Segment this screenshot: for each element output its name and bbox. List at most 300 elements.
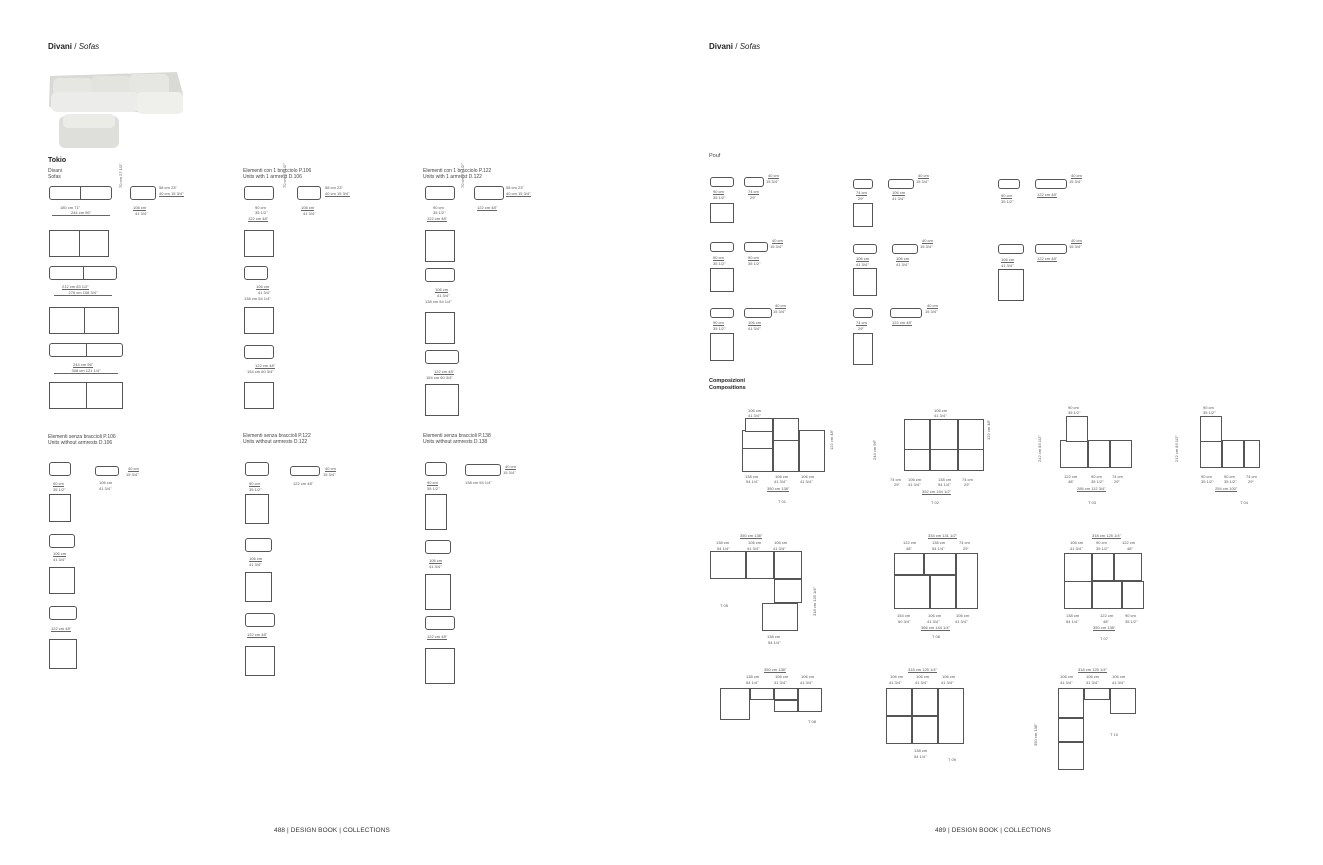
composition-code: T 06: [932, 634, 940, 639]
dim-label: 60 3/4": [898, 619, 911, 624]
dim-label: 212 cm 83 1/2": [62, 284, 89, 289]
dim-label: 15 3/4": [916, 179, 929, 184]
dim-label: 41 3/4": [941, 680, 954, 685]
dim-label: 106 cm: [956, 613, 970, 618]
dim-label: 29": [1114, 479, 1120, 484]
dim-label: 70 cm 27 1/2": [118, 163, 123, 188]
dim-label: 54 1/4": [768, 640, 781, 645]
composition-code: T 08: [808, 719, 816, 724]
dim-label: 40 cm: [922, 238, 933, 243]
unit-plan: [245, 572, 272, 602]
unit-front: [244, 186, 274, 200]
dim-label: 106 cm: [942, 674, 956, 679]
dim-label: 106 cm: [435, 287, 449, 292]
composition-t06: [894, 553, 978, 609]
dim-label: 41 3/4": [748, 413, 761, 418]
unit-front: [244, 266, 268, 280]
dim-label: 90 cm: [748, 255, 759, 260]
unit-front: [425, 540, 451, 554]
dim-label: 154 cm 60 3/4": [426, 375, 453, 380]
dim-label: 41 3/4": [800, 680, 813, 685]
dim-label: 122 cm 48": [247, 632, 268, 637]
dim-label: 122 cm 48": [829, 429, 834, 450]
unit-front: [49, 462, 71, 476]
dim-label: 106 cm: [1070, 540, 1084, 545]
dim-label: 106 cm: [896, 256, 910, 261]
pouf-front: [853, 244, 877, 254]
dim-label: 15 3/4": [1069, 244, 1082, 249]
dim-label: 122 cm 48": [986, 419, 991, 440]
dim-label: 318 cm 125 1/4": [1092, 533, 1121, 538]
dim-label: 244 cm 96": [73, 362, 94, 367]
dim-label: 41 3/4": [1112, 680, 1125, 685]
dim-label: 122 cm: [1122, 540, 1136, 545]
dim-label: 41 3/4": [889, 680, 902, 685]
dim-label: 41 3/4": [53, 557, 66, 562]
dim-label: 54 1/4": [938, 482, 951, 487]
unit-plan: [244, 230, 274, 257]
dim-label: 35 1/2": [748, 261, 761, 266]
dim-label: 58 cm 23": [325, 185, 343, 190]
dim-label: 15 3/4": [925, 309, 938, 314]
dim-label: 106 cm: [1086, 674, 1100, 679]
dim-label: 74 cm: [962, 477, 973, 482]
unit-front: [425, 350, 459, 364]
dim-label: 35 1/2": [427, 486, 440, 491]
dim-label: 48": [1127, 546, 1133, 551]
page-footer-left: 488 | DESIGN BOOK | COLLECTIONS: [274, 827, 390, 834]
page-header-right: Divani / Sofas: [709, 42, 761, 51]
dim-label: 40 cm: [927, 303, 938, 308]
compositions-title: Composizioni Compositions: [709, 378, 746, 391]
unit-plan: [245, 494, 269, 524]
dim-label: 41 3/4": [856, 262, 869, 267]
pouf-plan: [853, 268, 877, 296]
dim-label: 35 1/2": [1224, 479, 1237, 484]
dim-label: 106 cm: [256, 284, 270, 289]
unit-front: [244, 345, 274, 359]
dim-label: 40 cm 15 3/4": [325, 191, 350, 196]
unit-plan: [49, 494, 71, 522]
dim-label: 90 cm: [53, 481, 64, 486]
unit-front: [245, 462, 269, 476]
dim-label: 41 3/4": [303, 211, 316, 216]
dim-label: 40 cm: [505, 464, 516, 469]
dim-label: 90 cm: [1068, 405, 1079, 410]
dim-label: 41 3/4": [437, 293, 450, 298]
dim-label: 90 cm: [1224, 474, 1235, 479]
dim-label: 54 1/4": [914, 754, 927, 759]
unit-side: [95, 466, 119, 476]
dim-label: 106 cm: [928, 613, 942, 618]
header-main: Divani: [709, 42, 734, 51]
section-title-no-armrest-138: Elementi senza braccioli P.138 Units without armrests D.138: [423, 433, 491, 445]
dim-label: 106 cm: [774, 540, 788, 545]
dim-label: 308 cm 121 1/4": [54, 368, 118, 374]
composition-code: T 07: [1100, 636, 1108, 641]
dim-label: 106 cm: [748, 540, 762, 545]
dim-label: 106 cm: [775, 474, 789, 479]
pouf-front: [853, 179, 873, 189]
dim-label: 106 cm: [429, 558, 443, 563]
dim-label: 41 3/4": [927, 619, 940, 624]
dim-label: 40 cm 15 3/4": [159, 191, 184, 196]
unit-front: [425, 186, 455, 200]
dim-label: 106 cm: [748, 320, 762, 325]
dim-label: 286 cm 112 3/4": [1077, 486, 1106, 491]
dim-label: 48": [1068, 479, 1074, 484]
composition-code: T 10: [1110, 732, 1118, 737]
composition-t10: [1058, 688, 1136, 770]
unit-plan: [244, 382, 274, 409]
dim-label: 106 cm: [133, 205, 147, 210]
pouf-front: [710, 242, 734, 252]
pouf-side: [744, 308, 772, 318]
dim-label: 106 cm: [775, 674, 789, 679]
dim-label: 41 3/4": [773, 546, 786, 551]
dim-label: 41 3/4": [1070, 546, 1083, 551]
pouf-side: [888, 179, 914, 189]
composition-code: T 05: [720, 603, 728, 608]
dim-label: 74 cm: [959, 540, 970, 545]
dim-label: 54 1/4": [746, 479, 759, 484]
dim-label: 244 cm 96": [872, 439, 877, 460]
pouf-plan: [710, 333, 734, 361]
dim-label: 41 3/4": [908, 482, 921, 487]
dim-label: 58 cm 23": [506, 185, 524, 190]
header-main: Divani: [48, 42, 73, 51]
dim-label: 35 1/2": [1096, 546, 1109, 551]
dim-label: 40 cm: [775, 303, 786, 308]
unit-plan: [425, 230, 455, 262]
dim-label: 106 cm: [801, 474, 815, 479]
pouf-front: [853, 308, 873, 318]
composition-t03: [1060, 416, 1132, 468]
dim-label: 54 1/4": [746, 680, 759, 685]
dim-label: 41 3/4": [896, 262, 909, 267]
dim-label: 54 1/4": [1066, 619, 1079, 624]
dim-label: 40 cm 15 3/4": [506, 191, 531, 196]
dim-label: 318 cm 125 1/4": [1078, 667, 1107, 672]
unit-plan: [425, 648, 455, 684]
unit-side: [474, 186, 504, 200]
dim-label: 70 cm 27 1/2": [460, 163, 465, 188]
dim-label: 41 3/4": [892, 196, 905, 201]
composition-code: T 09: [948, 757, 956, 762]
unit-front: [425, 462, 447, 476]
dim-label: 41 3/4": [1060, 680, 1073, 685]
dim-label: 41 3/4": [915, 680, 928, 685]
dim-label: 90 cm: [1001, 193, 1012, 198]
dim-label: 122 cm 48": [51, 626, 72, 631]
dim-label: 106 cm: [890, 674, 904, 679]
dim-label: 254 cm 100": [1215, 486, 1238, 491]
dim-label: 90 cm: [255, 205, 266, 210]
dim-label: 29": [750, 195, 756, 200]
dim-label: 35 1/2": [1201, 479, 1214, 484]
page-footer-right: 489 | DESIGN BOOK | COLLECTIONS: [935, 827, 1051, 834]
dim-label: 41 3/4": [99, 486, 112, 491]
dim-label: 41 3/4": [774, 680, 787, 685]
dim-label: 106 cm: [916, 674, 930, 679]
dim-label: 122 cm 48": [1037, 192, 1058, 197]
composition-code: T 02: [931, 500, 939, 505]
dim-label: 74 cm: [1246, 474, 1257, 479]
dim-label: 40 cm: [1071, 173, 1082, 178]
unit-front: [425, 616, 455, 630]
dim-label: 122 cm 48": [255, 363, 276, 368]
dim-label: 106 cm: [53, 551, 67, 556]
dim-label: 74 cm: [748, 189, 759, 194]
dim-label: 122 cm: [903, 540, 917, 545]
unit-side: [290, 466, 320, 476]
section-title-sofas: Divani Sofas: [48, 168, 62, 180]
dim-label: 35 1/2": [713, 326, 726, 331]
dim-label: 106 cm: [301, 205, 315, 210]
unit-front: [49, 606, 77, 620]
dim-label: 138 cm: [938, 477, 952, 482]
dim-label: 106 cm: [249, 556, 263, 561]
dim-label: 350 cm 138": [764, 667, 787, 672]
dim-label: 318 cm 125 1/4": [812, 587, 817, 616]
dim-label: 35 1/2": [1091, 479, 1104, 484]
dim-label: 35 1/2": [713, 195, 726, 200]
dim-label: 122 cm 48": [1037, 256, 1058, 261]
composition-t01: [742, 418, 827, 472]
pouf-title: Pouf: [709, 153, 721, 159]
dim-label: 48": [906, 546, 912, 551]
pouf-side: [892, 244, 918, 254]
pouf-front: [998, 179, 1020, 189]
dim-label: 35 1/2": [1068, 410, 1081, 415]
dim-label: 54 1/4": [717, 546, 730, 551]
pouf-side: [1035, 179, 1067, 189]
section-title-no-armrest-106: Elementi senza braccioli P.106 Units without armrests D.106: [48, 434, 116, 446]
composition-code: T 03: [1088, 500, 1096, 505]
dim-label: 40 cm: [768, 173, 779, 178]
composition-t05: [710, 551, 810, 631]
dim-label: 41 3/4": [258, 290, 271, 295]
composition-t09: [886, 688, 964, 744]
dim-label: 90 cm: [1091, 474, 1102, 479]
dim-label: 74 cm: [890, 477, 901, 482]
unit-front: [245, 613, 275, 627]
dim-label: 106 cm: [748, 408, 762, 413]
dim-label: 40 cm: [325, 466, 336, 471]
pouf-front: [710, 177, 734, 187]
dim-label: 41 3/4": [747, 546, 760, 551]
dim-label: 276 cm 108 3/4": [54, 290, 112, 296]
dim-label: 90 cm: [427, 480, 438, 485]
unit-front: [425, 268, 455, 282]
dim-label: 90 cm: [713, 320, 724, 325]
dim-label: 15 3/4": [126, 472, 139, 477]
composition-t07: [1064, 553, 1148, 609]
dim-label: 41 3/4": [748, 326, 761, 331]
dim-label: 106 cm: [1060, 674, 1074, 679]
pouf-plan: [998, 269, 1024, 301]
dim-label: 122 cm 48": [434, 369, 455, 374]
dim-label: 138 cm: [746, 674, 760, 679]
dim-label: 90 cm: [1096, 540, 1107, 545]
dim-label: 212 cm 83 1/2": [1037, 435, 1042, 462]
dim-label: 106 cm: [1001, 257, 1015, 262]
dim-label: 90 cm: [433, 205, 444, 210]
composition-code: T 01: [778, 499, 786, 504]
composition-t02: [904, 419, 984, 471]
dim-label: 41 3/4": [800, 479, 813, 484]
dim-label: 58 cm 23": [159, 185, 177, 190]
dim-label: 41 3/4": [955, 619, 968, 624]
unit-side: [297, 186, 321, 200]
dim-label: 122 cm: [1100, 613, 1114, 618]
composition-t08: [720, 688, 822, 720]
unit-plan: [425, 312, 455, 344]
dim-label: 350 cm 138": [1093, 625, 1116, 630]
dim-label: 90 cm: [1125, 613, 1136, 618]
section-title-armrest-122: Elementi con 1 bracciolo P.122 Units with 1 armrest D.122: [423, 168, 492, 180]
dim-label: 40 cm: [918, 173, 929, 178]
dim-label: 122 cm 48": [427, 634, 448, 639]
dim-label: 90 cm: [713, 189, 724, 194]
dim-label: 138 cm: [932, 540, 946, 545]
dim-label: 35 1/2": [1203, 410, 1216, 415]
pouf-front: [998, 244, 1024, 254]
dim-label: 35 1/2": [255, 210, 268, 215]
header-sub: Sofas: [78, 42, 100, 51]
dim-label: 15 3/4": [766, 179, 779, 184]
dim-label: 138 cm: [716, 540, 730, 545]
dim-label: 138 cm 54 1/4": [425, 299, 452, 304]
dim-label: 29": [858, 196, 864, 201]
dim-label: 318 cm 125 1/4": [908, 667, 937, 672]
dim-label: 138 cm: [914, 748, 928, 753]
dim-label: 40 cm: [772, 238, 783, 243]
dim-label: 138 cm: [767, 634, 781, 639]
pouf-plan: [710, 268, 734, 292]
dim-label: 54 1/4": [932, 546, 945, 551]
dim-label: 212 cm 83 1/2": [1174, 435, 1179, 462]
dim-label: 15 3/4": [503, 470, 516, 475]
dim-label: 106 cm: [856, 256, 870, 261]
dim-label: 41 3/4": [1001, 263, 1014, 268]
dim-label: 122 cm: [1064, 474, 1078, 479]
dim-label: 29": [894, 482, 900, 487]
dim-label: 74 cm: [1112, 474, 1123, 479]
dim-label: 244 cm 96": [52, 210, 110, 216]
dim-label: 29": [858, 326, 864, 331]
composition-t04: [1200, 416, 1260, 468]
unit-front: [49, 534, 75, 548]
dim-label: 41 3/4": [429, 564, 442, 569]
section-title-no-armrest-122: Elementi senza braccioli P.122 Units without armrests D.122: [243, 433, 311, 445]
unit-side: [465, 464, 501, 476]
pouf-plan: [710, 203, 734, 223]
dim-label: 180 cm 71": [60, 205, 81, 210]
dim-label: 106 cm: [908, 477, 922, 482]
header-sub: Sofas: [739, 42, 761, 51]
unit-plan: [49, 567, 75, 594]
dim-label: 392 cm 154 1/2": [922, 489, 951, 494]
dim-label: 35 1/2": [1001, 199, 1014, 204]
unit-plan: [245, 646, 275, 676]
dim-label: 122 cm 48": [248, 216, 269, 221]
unit-plan: [425, 384, 459, 416]
dim-label: 106 cm: [1112, 674, 1126, 679]
dim-label: 90 cm: [1201, 474, 1212, 479]
dim-label: 106 cm: [99, 480, 113, 485]
dim-label: 366 cm 144 1/4": [921, 625, 950, 630]
sofa-photo: [47, 68, 187, 153]
product-photo: [47, 68, 187, 153]
dim-label: 106 cm: [934, 408, 948, 413]
dim-label: 15 3/4": [323, 472, 336, 477]
pouf-side: [744, 177, 764, 187]
pouf-side: [890, 308, 922, 318]
dim-label: 40 cm: [1071, 238, 1082, 243]
dim-label: 122 cm 48": [427, 216, 448, 221]
dim-label: 90 cm: [713, 255, 724, 260]
dim-label: 138 cm 54 1/4": [465, 480, 492, 485]
dim-label: 70 cm 27 1/2": [282, 163, 287, 188]
dim-label: 41 3/4": [934, 413, 947, 418]
pouf-side: [1035, 244, 1067, 254]
dim-label: 154 cm 60 3/4": [247, 369, 274, 374]
dim-label: 48": [1103, 619, 1109, 624]
dim-label: 350 cm 138": [740, 533, 763, 538]
dim-label: 41 3/4": [1086, 680, 1099, 685]
dim-label: 106 cm: [801, 674, 815, 679]
pouf-plan: [853, 333, 873, 365]
pouf-front: [710, 308, 734, 318]
dim-label: 41 3/4": [135, 211, 148, 216]
dim-label: 74 cm: [856, 190, 867, 195]
product-name: Tokio: [48, 157, 67, 164]
unit-plan: [425, 574, 451, 610]
dim-label: 29": [964, 482, 970, 487]
dim-label: 122 cm 48": [293, 481, 314, 486]
dim-label: 35 1/2": [1125, 619, 1138, 624]
dim-label: 138 cm: [745, 474, 759, 479]
dim-label: 334 cm 131 1/2": [928, 533, 957, 538]
dim-label: 29": [1248, 479, 1254, 484]
sofa-side: [130, 186, 156, 200]
section-title-armrest-106: Elementi con 1 bracciolo P.106 Units with 1 armrest D.106: [243, 168, 312, 180]
dim-label: 35 1/2": [53, 487, 66, 492]
dim-label: 350 cm 138": [1033, 723, 1038, 746]
dim-label: 350 cm 138": [767, 486, 790, 491]
dim-label: 138 cm: [1066, 613, 1080, 618]
dim-label: 29": [963, 546, 969, 551]
dim-label: 35 1/2": [433, 210, 446, 215]
dim-label: 122 cm 48": [477, 205, 498, 210]
dim-label: 35 1/2": [713, 261, 726, 266]
dim-label: 15 3/4": [773, 309, 786, 314]
page-header-left: Divani / Sofas: [48, 42, 100, 51]
dim-label: 15 3/4": [920, 244, 933, 249]
unit-plan: [244, 307, 274, 334]
dim-label: 90 cm: [249, 481, 260, 486]
dim-label: 41 3/4": [249, 562, 262, 567]
dim-label: 15 3/4": [770, 244, 783, 249]
dim-label: 15 3/4": [1069, 179, 1082, 184]
unit-plan: [425, 494, 447, 530]
dim-label: 90 cm: [1203, 405, 1214, 410]
dim-label: 138 cm 54 1/4": [244, 296, 271, 301]
dim-label: 41 3/4": [774, 479, 787, 484]
dim-label: 122 cm 48": [892, 320, 913, 325]
dim-label: 40 cm: [128, 466, 139, 471]
